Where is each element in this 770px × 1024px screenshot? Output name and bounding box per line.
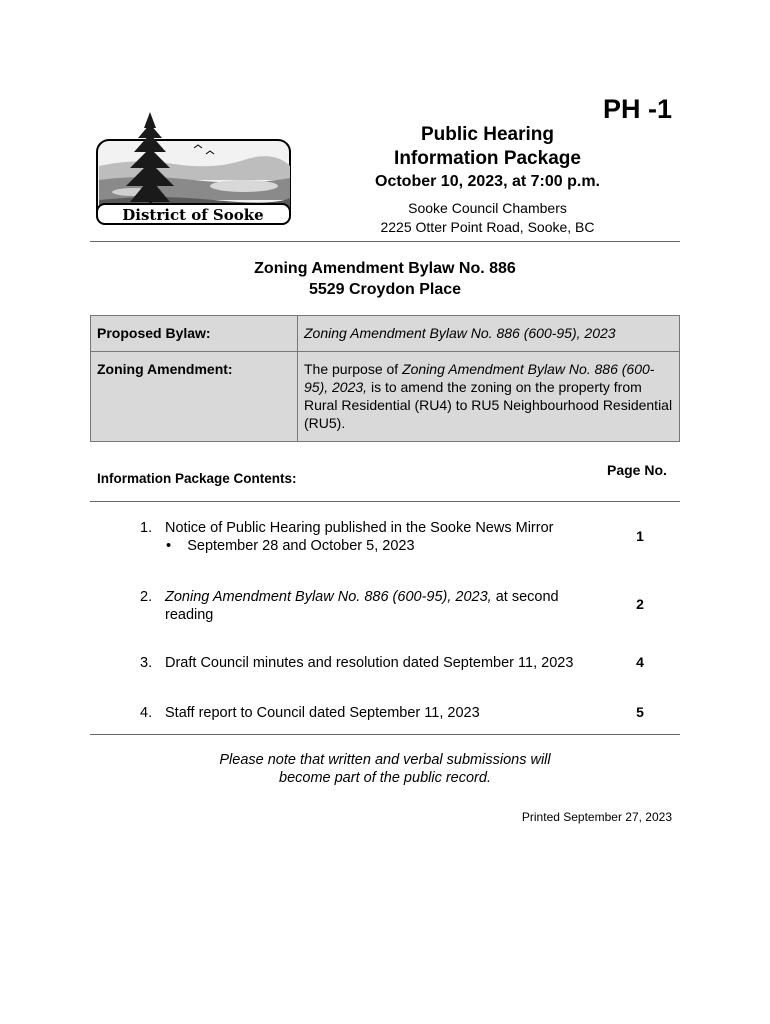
venue: Sooke Council Chambers [408, 200, 567, 216]
note-line-2: become part of the public record. [279, 770, 491, 786]
page-number: 2 [636, 596, 644, 612]
printed-date: Printed September 27, 2023 [521, 810, 672, 824]
list-sub-item: • September 28 and October 5, 2023 [166, 538, 415, 554]
page-number: 5 [636, 704, 644, 720]
page-number: 4 [636, 654, 644, 670]
divider [90, 501, 680, 502]
zoning-amendment-label: Zoning Amendment: [91, 352, 298, 442]
proposed-bylaw-value: Zoning Amendment Bylaw No. 886 (600-95), 2023 [298, 316, 680, 352]
contents-heading: Information Package Contents: [97, 471, 297, 486]
table-row [91, 316, 680, 352]
proposed-bylaw-label: Proposed Bylaw: [91, 316, 298, 352]
page-number: 1 [636, 528, 644, 544]
district-of-sooke-logo [94, 108, 294, 228]
document-code: PH -1 [602, 94, 672, 124]
hearing-date: October 10, 2023, at 7:00 p.m. [375, 173, 600, 190]
title-line-1: Public Hearing [420, 124, 555, 145]
bylaw-info-table [90, 315, 680, 442]
zoning-amendment-value: The purpose of Zoning Amendment Bylaw No. 886 (600-95), 2023, is to amend the zoning on the property from Rural Residential (RU4) to RU5 Neighbourhood Residential (RU5). [298, 352, 680, 442]
divider [90, 241, 680, 242]
page-no-heading: Page No. [607, 462, 667, 478]
subject-bylaw: Zoning Amendment Bylaw No. 886 [254, 260, 516, 277]
table-row [91, 352, 680, 442]
divider [90, 734, 680, 735]
note-line-1: Please note that written and verbal submissions will [219, 752, 551, 768]
title-line-2: Information Package [394, 148, 581, 169]
subject-address: 5529 Croydon Place [308, 281, 462, 298]
logo-text: District of Sooke [122, 206, 264, 224]
address: 2225 Otter Point Road, Sooke, BC [380, 219, 595, 235]
